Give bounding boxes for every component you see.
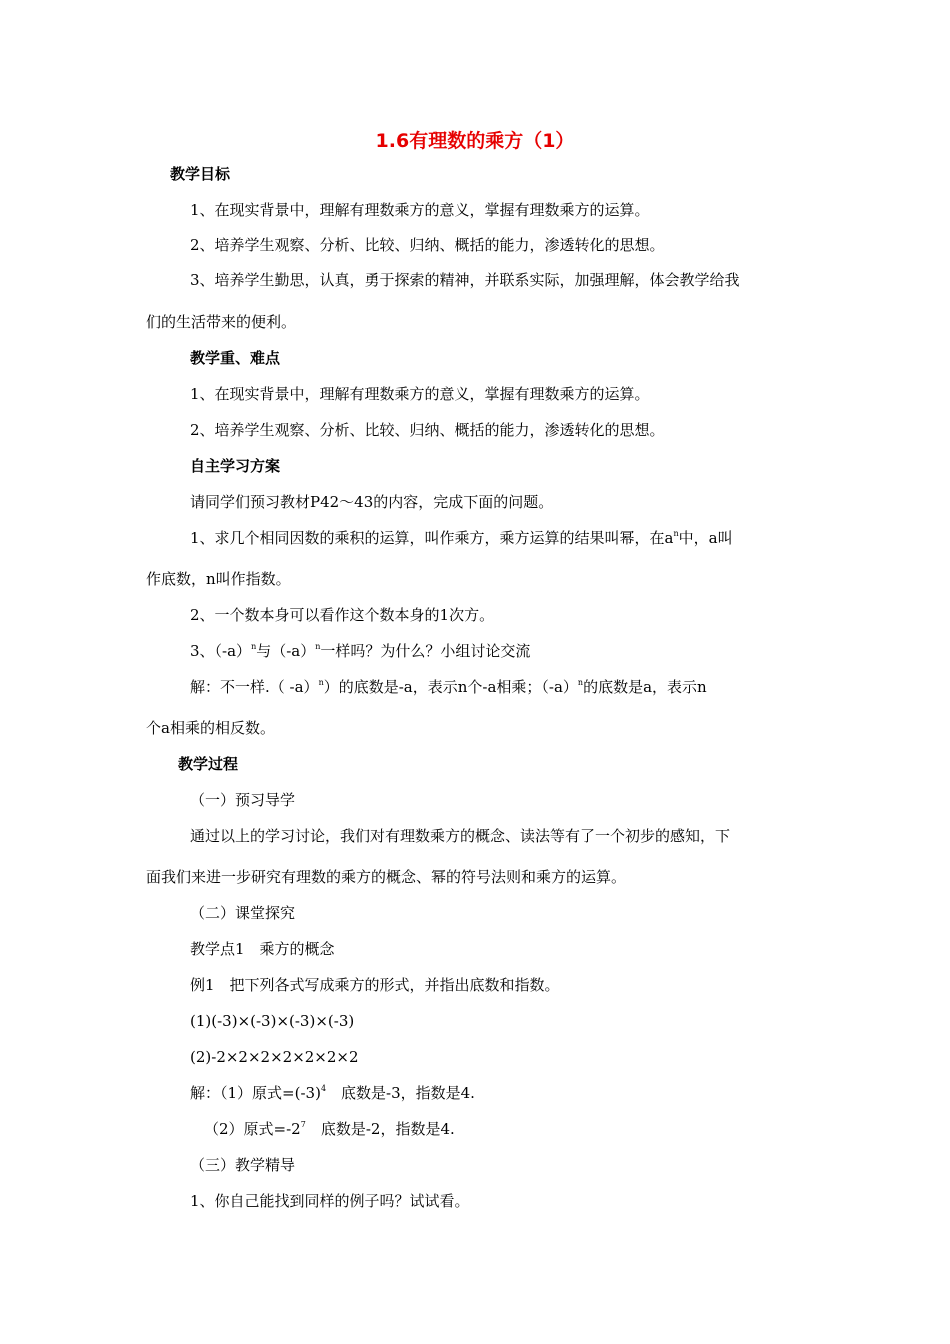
teaching-point-1: 教学点1 乘方的概念: [190, 940, 335, 958]
goal-item-3: 3、培养学生勤思，认真，勇于探索的精神，并联系实际，加强理解，体会教学给我: [190, 271, 740, 289]
self-study-question-1-continued: 作底数，n叫作指数。: [146, 570, 291, 588]
example-1-item-2: (2)-2×2×2×2×2×2×2: [190, 1048, 359, 1066]
process-part-3: （三）教学精导: [190, 1156, 296, 1174]
example-1-item-1: (1)(-3)×(-3)×(-3)×(-3): [190, 1012, 355, 1030]
example-1: 例1 把下列各式写成乘方的形式，并指出底数和指数。: [190, 976, 560, 994]
process-part-1-paragraph-continued: 面我们来进一步研究有理数的乘方的概念、幂的符号法则和乘方的运算。: [146, 868, 627, 886]
page-title: 1.6有理数的乘方（1）: [375, 130, 575, 152]
section-heading-key-points: 教学重、难点: [190, 349, 281, 367]
self-study-question-2: 2、一个数本身可以看作这个数本身的1次方。: [190, 606, 495, 624]
solution-2: （2）原式$=-2^7$ 底数是-2，指数是4.: [204, 1120, 455, 1138]
key-point-1: 1、在现实背景中，理解有理数乘方的意义，掌握有理数乘方的运算。: [190, 385, 650, 403]
self-study-intro: 请同学们预习教材P42～43的内容，完成下面的问题。: [190, 493, 554, 511]
process-part-2: （二）课堂探究: [190, 904, 296, 922]
self-study-answer: 解：不一样.（ -a）$^n$）的底数是-a，表示n个-a相乘；$(-a)^n$的底数是a，表示n: [190, 678, 707, 696]
goal-item-2: 2、培养学生观察、分析、比较、归纳、概括的能力，渗透转化的思想。: [190, 236, 665, 254]
process-task-1: 1、你自己能找到同样的例子吗？试试看。: [190, 1192, 470, 1210]
self-study-question-1: 1、求几个相同因数的乘积的运算，叫作乘方，乘方运算的结果叫幂，在$a^n$中，a叫: [190, 529, 733, 547]
section-heading-goals: 教学目标: [170, 165, 231, 183]
solution-1: 解：（1）原式$=(-3)^4$ 底数是-3，指数是4.: [190, 1084, 475, 1102]
self-study-question-3: 3、$(-a)^n$与$(-a)^n$一样吗？为什么？小组讨论交流: [190, 642, 531, 660]
self-study-answer-continued: 个a相乘的相反数。: [146, 719, 275, 737]
section-heading-self-study: 自主学习方案: [190, 457, 281, 475]
key-point-2: 2、培养学生观察、分析、比较、归纳、概括的能力，渗透转化的思想。: [190, 421, 665, 439]
goal-item-1: 1、在现实背景中，理解有理数乘方的意义，掌握有理数乘方的运算。: [190, 201, 650, 219]
process-part-1: （一）预习导学: [190, 791, 296, 809]
section-heading-process: 教学过程: [178, 755, 239, 773]
goal-item-3-continued: 们的生活带来的便利。: [146, 313, 297, 331]
process-part-1-paragraph: 通过以上的学习讨论，我们对有理数乘方的概念、读法等有了一个初步的感知，下: [190, 827, 731, 845]
